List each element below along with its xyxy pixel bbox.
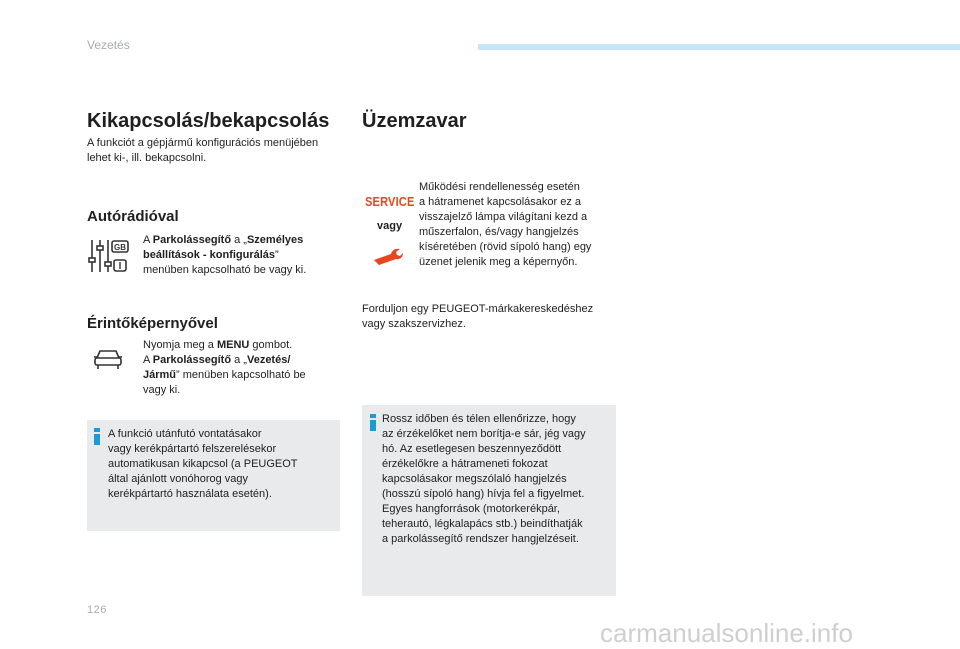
contact-line-2: vagy szakszervizhez. bbox=[362, 318, 466, 330]
info-line: által ajánlott vonóhorog vagy bbox=[108, 473, 249, 485]
info-line: Rossz időben és télen ellenőrizze, hogy bbox=[382, 413, 576, 425]
info-line: érzékelőkre a hátrameneti fokozat bbox=[382, 458, 548, 470]
heading-radio: Autórádióval bbox=[87, 208, 179, 225]
settings-sliders-icon bbox=[88, 238, 130, 274]
touch-line-4: vagy ki. bbox=[143, 384, 181, 396]
wrench-icon bbox=[372, 246, 404, 266]
radio-line-3: menüben kapcsolható be vagy ki. bbox=[143, 264, 307, 276]
heading-malfunction: Üzemzavar bbox=[362, 110, 467, 132]
watermark: carmanualsonline.info bbox=[600, 618, 853, 648]
info-box-towing bbox=[87, 420, 340, 531]
touch-line-3: Jármű” menüben kapcsolható be bbox=[143, 369, 306, 381]
info-line: kapcsolásakor megszólaló hangjelzés bbox=[382, 473, 567, 485]
page-number: 126 bbox=[87, 604, 107, 616]
info-line: vagy kerékpártartó felszerelésekor bbox=[108, 443, 277, 455]
info-line: teherautó, légkalapács stb.) beindíthatják bbox=[382, 518, 583, 530]
info-line: A funkció utánfutó vontatásakor bbox=[108, 428, 262, 440]
info-line: kerékpártartó használata esetén). bbox=[108, 488, 272, 500]
touch-line-2: A Parkolássegítő a „Vezetés/ bbox=[143, 354, 291, 366]
fault-line: kíséretében (rövid sípoló hang) egy bbox=[419, 241, 592, 253]
heading-touchscreen: Érintőképernyővel bbox=[87, 315, 218, 332]
contact-line-1: Forduljon egy PEUGEOT-márkakereskedéshez bbox=[362, 303, 594, 315]
info-line: az érzékelőket nem borítja-e sár, jég vagy bbox=[382, 428, 586, 440]
info-icon bbox=[94, 428, 100, 445]
intro-line-1: A funkciót a gépjármű konfigurációs menüjében bbox=[87, 137, 319, 149]
or-label: vagy bbox=[377, 220, 403, 232]
info-icon bbox=[370, 414, 376, 431]
fault-line: üzenet jelenik meg a képernyőn. bbox=[419, 256, 578, 268]
info-line: a parkolássegítő rendszer hangjelzéseit. bbox=[382, 533, 579, 545]
car-front-icon bbox=[93, 348, 123, 370]
radio-line-2: beállítások - konfigurálás” bbox=[143, 249, 279, 261]
svg-text:GB: GB bbox=[114, 243, 126, 252]
touch-line-1: Nyomja meg a MENU gombot. bbox=[143, 339, 293, 351]
section-title: Vezetés bbox=[87, 38, 130, 52]
header-bar bbox=[478, 44, 960, 50]
info-line: (hosszú sípoló hang) hívja fel a figyelmet. bbox=[382, 488, 585, 500]
info-line: Egyes hangforrások (motorkerékpár, bbox=[382, 503, 560, 515]
radio-line-1: A Parkolássegítő a „Személyes bbox=[143, 234, 304, 246]
fault-line: műszerfalon, és/vagy hangjelzés bbox=[419, 226, 579, 238]
heading-on-off: Kikapcsolás/bekapcsolás bbox=[87, 110, 330, 132]
info-line: automatikusan kikapcsol (a PEUGEOT bbox=[108, 458, 298, 470]
service-warning-icon: SERVICE bbox=[365, 194, 415, 209]
info-box-weather bbox=[362, 405, 616, 596]
fault-line: visszajelző lámpa világítani kezd a bbox=[419, 211, 588, 223]
info-line: hó. Az esetlegesen beszennyeződött bbox=[382, 443, 562, 455]
fault-line: Működési rendellenesség esetén bbox=[419, 181, 580, 193]
fault-line: a hátramenet kapcsolásakor ez a bbox=[419, 196, 582, 208]
intro-line-2: lehet ki-, ill. bekapcsolni. bbox=[87, 152, 207, 164]
